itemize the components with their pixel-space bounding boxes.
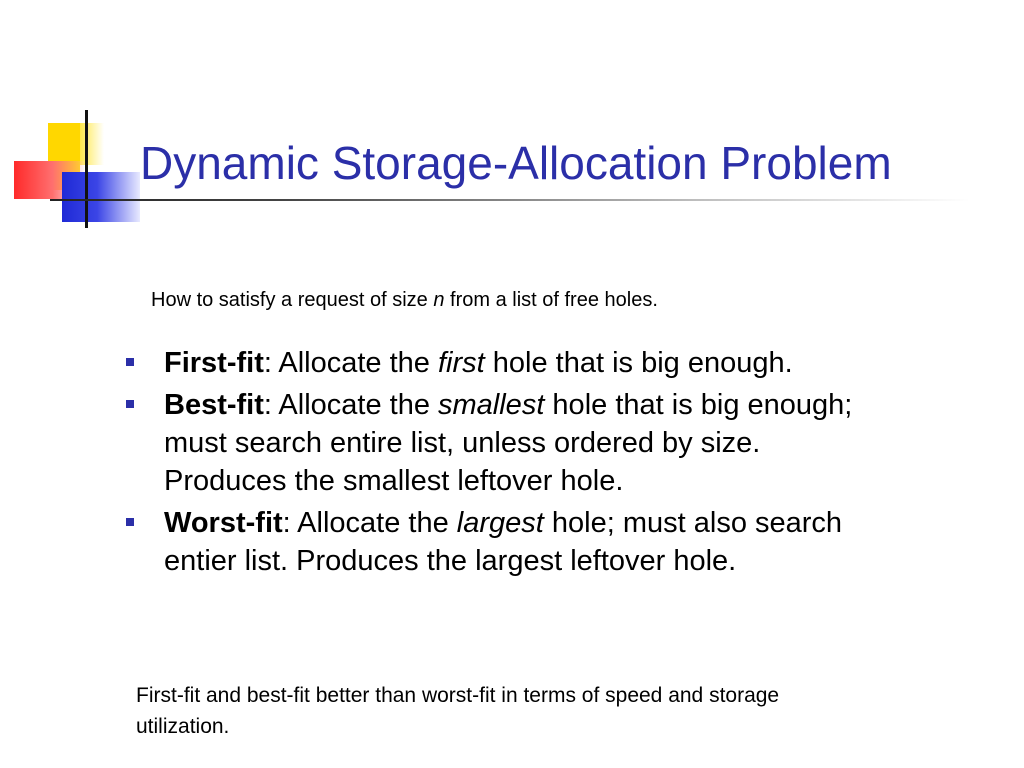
bullet-emphasis: smallest xyxy=(438,389,545,421)
bullet-emphasis: first xyxy=(438,347,485,379)
bullet-colon: : Allocate the xyxy=(263,347,438,379)
bullet-square-icon xyxy=(126,400,134,408)
intro-variable: n xyxy=(433,289,445,311)
bullet-worst-fit xyxy=(124,504,884,580)
bullet-colon: : Allocate the xyxy=(282,507,457,539)
bullet-rest: hole that is big enough. xyxy=(484,347,793,379)
bullet-square-icon xyxy=(126,518,134,526)
bullet-rest: hole that is big enough; must search entire list, unless ordered by size. Produces the smallest leftover hole. xyxy=(164,389,853,497)
bullet-colon: : Allocate the xyxy=(263,389,439,421)
bullet-first-fit xyxy=(124,344,884,382)
bullet-emphasis: largest xyxy=(456,507,544,539)
intro-text xyxy=(151,289,658,312)
bullet-list xyxy=(124,344,884,584)
bullet-term: Best-fit xyxy=(164,389,264,421)
logo-yellow-fade xyxy=(80,123,104,165)
footer-note: First-fit and best-fit better than worst-fit in terms of speed and storage utilization. xyxy=(136,684,780,738)
logo-blue-square xyxy=(62,172,140,222)
intro-before: How to satisfy a request of size xyxy=(151,289,434,311)
title-underline xyxy=(50,199,970,201)
bullet-best-fit xyxy=(124,386,884,500)
slide-title: Dynamic Storage-Allocation Problem xyxy=(140,137,892,189)
logo-vertical-line xyxy=(85,110,88,228)
bullet-square-icon xyxy=(126,358,134,366)
intro-after: from a list of free holes. xyxy=(444,289,658,311)
bullet-rest: hole; must also search entier list. Produces the largest leftover hole. xyxy=(164,507,843,577)
bullet-term: Worst-fit xyxy=(164,507,283,539)
bullet-term: First-fit xyxy=(164,347,264,379)
